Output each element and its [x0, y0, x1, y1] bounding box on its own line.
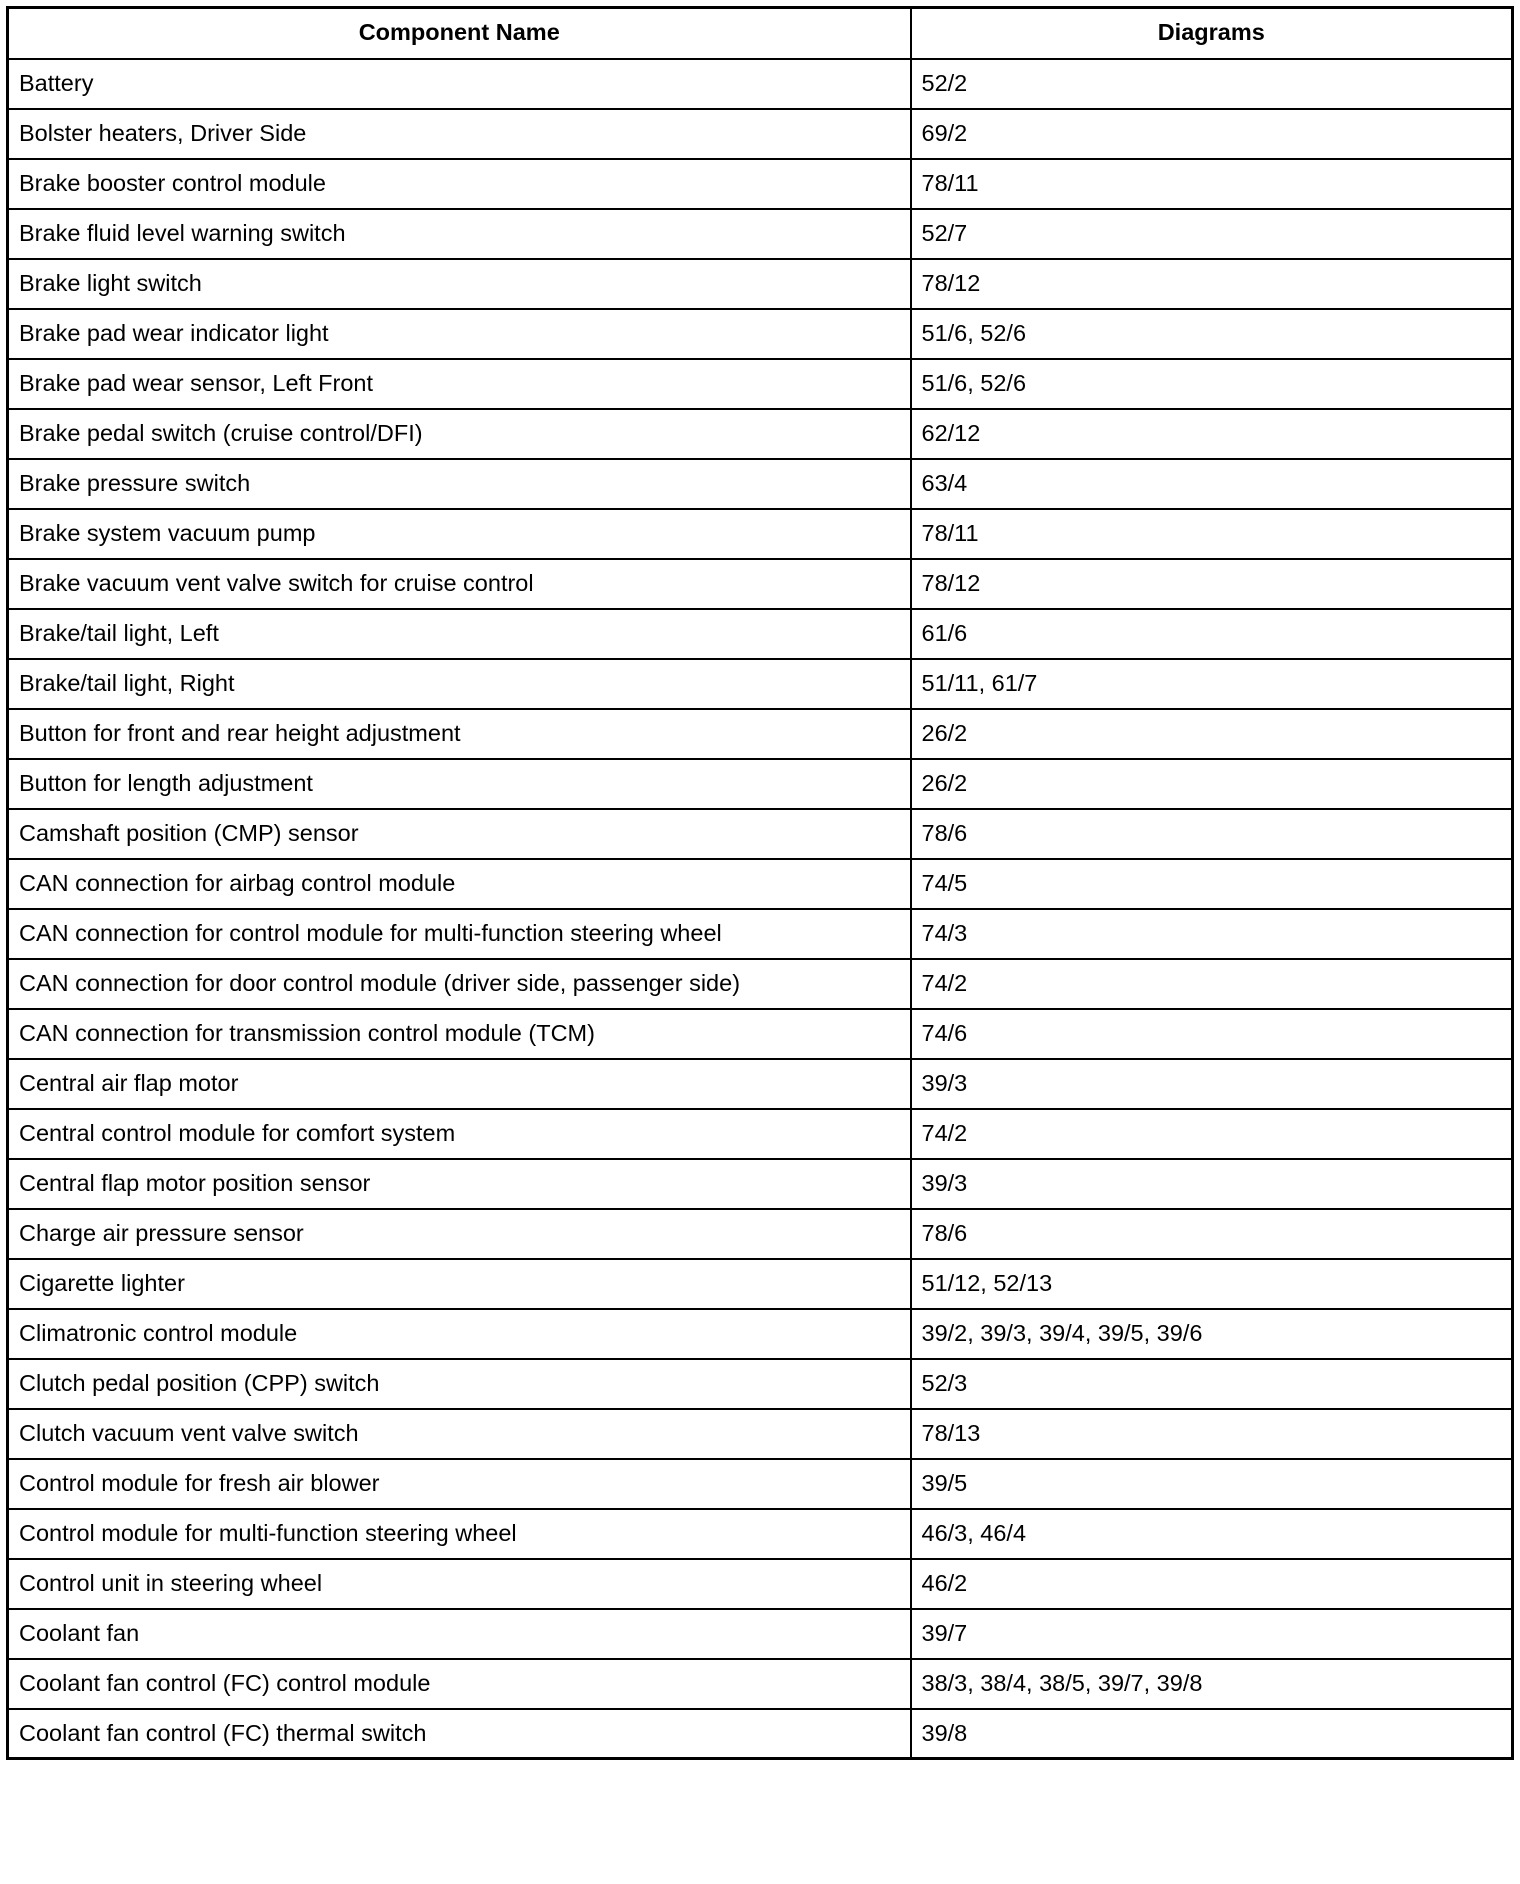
component-name-cell: Climatronic control module [8, 1309, 911, 1359]
table-row [8, 1609, 1513, 1659]
table-row [8, 1059, 1513, 1109]
component-name-cell: Button for length adjustment [8, 759, 911, 809]
diagrams-cell: 51/12, 52/13 [911, 1259, 1513, 1309]
table-row [8, 1009, 1513, 1059]
component-name-cell: Bolster heaters, Driver Side [8, 109, 911, 159]
table-row [8, 759, 1513, 809]
diagrams-cell: 74/2 [911, 1109, 1513, 1159]
component-name-cell: Battery [8, 59, 911, 109]
diagrams-cell: 39/5 [911, 1459, 1513, 1509]
diagrams-cell: 74/2 [911, 959, 1513, 1009]
component-name-cell: Brake light switch [8, 259, 911, 309]
table-row [8, 1509, 1513, 1559]
diagrams-cell: 78/6 [911, 809, 1513, 859]
table-row [8, 1359, 1513, 1409]
diagrams-cell: 63/4 [911, 459, 1513, 509]
table-row [8, 1309, 1513, 1359]
table-header-row [8, 8, 1513, 59]
diagrams-cell: 74/3 [911, 909, 1513, 959]
table-row [8, 309, 1513, 359]
component-name-cell: Brake/tail light, Right [8, 659, 911, 709]
diagrams-cell: 74/6 [911, 1009, 1513, 1059]
table-row [8, 1559, 1513, 1609]
component-name-cell: Brake pressure switch [8, 459, 911, 509]
table-row [8, 459, 1513, 509]
component-name-cell: Clutch vacuum vent valve switch [8, 1409, 911, 1459]
component-name-cell: Control module for fresh air blower [8, 1459, 911, 1509]
table-row [8, 1109, 1513, 1159]
component-table-container [6, 6, 1511, 1760]
table-row [8, 509, 1513, 559]
diagrams-cell: 74/5 [911, 859, 1513, 909]
column-header-component-name: Component Name [8, 8, 911, 59]
table-row [8, 1209, 1513, 1259]
diagrams-cell: 51/6, 52/6 [911, 359, 1513, 409]
component-name-cell: Coolant fan control (FC) control module [8, 1659, 911, 1709]
component-name-cell: Control module for multi-function steering wheel [8, 1509, 911, 1559]
table-row [8, 1459, 1513, 1509]
table-row [8, 609, 1513, 659]
component-name-cell: CAN connection for control module for multi-function steering wheel [8, 909, 911, 959]
diagrams-cell: 46/2 [911, 1559, 1513, 1609]
table-row [8, 909, 1513, 959]
table-row [8, 109, 1513, 159]
component-name-cell: Brake booster control module [8, 159, 911, 209]
table-row [8, 659, 1513, 709]
component-diagram-table [6, 6, 1514, 1760]
table-row [8, 859, 1513, 909]
component-name-cell: Charge air pressure sensor [8, 1209, 911, 1259]
diagrams-cell: 61/6 [911, 609, 1513, 659]
diagrams-cell: 52/3 [911, 1359, 1513, 1409]
table-row [8, 259, 1513, 309]
component-name-cell: Central control module for comfort system [8, 1109, 911, 1159]
table-row [8, 959, 1513, 1009]
diagrams-cell: 39/2, 39/3, 39/4, 39/5, 39/6 [911, 1309, 1513, 1359]
component-name-cell: Cigarette lighter [8, 1259, 911, 1309]
table-row [8, 59, 1513, 109]
component-name-cell: Central air flap motor [8, 1059, 911, 1109]
diagrams-cell: 78/11 [911, 509, 1513, 559]
diagrams-cell: 78/13 [911, 1409, 1513, 1459]
diagrams-cell: 51/6, 52/6 [911, 309, 1513, 359]
component-name-cell: Brake system vacuum pump [8, 509, 911, 559]
diagrams-cell: 38/3, 38/4, 38/5, 39/7, 39/8 [911, 1659, 1513, 1709]
component-name-cell: Camshaft position (CMP) sensor [8, 809, 911, 859]
diagrams-cell: 52/7 [911, 209, 1513, 259]
table-row [8, 159, 1513, 209]
diagrams-cell: 26/2 [911, 709, 1513, 759]
diagrams-cell: 39/3 [911, 1159, 1513, 1209]
table-row [8, 1659, 1513, 1709]
table-body [8, 59, 1513, 1759]
component-name-cell: CAN connection for airbag control module [8, 859, 911, 909]
component-name-cell: Brake fluid level warning switch [8, 209, 911, 259]
diagrams-cell: 69/2 [911, 109, 1513, 159]
component-name-cell: Brake pad wear indicator light [8, 309, 911, 359]
diagrams-cell: 46/3, 46/4 [911, 1509, 1513, 1559]
table-row [8, 359, 1513, 409]
component-name-cell: Brake pedal switch (cruise control/DFI) [8, 409, 911, 459]
diagrams-cell: 78/6 [911, 1209, 1513, 1259]
table-row [8, 1159, 1513, 1209]
table-row [8, 209, 1513, 259]
component-name-cell: Button for front and rear height adjustment [8, 709, 911, 759]
component-name-cell: Brake vacuum vent valve switch for cruise control [8, 559, 911, 609]
table-row [8, 1409, 1513, 1459]
table-row [8, 809, 1513, 859]
component-name-cell: Coolant fan [8, 1609, 911, 1659]
table-row [8, 559, 1513, 609]
diagrams-cell: 26/2 [911, 759, 1513, 809]
component-name-cell: Coolant fan control (FC) thermal switch [8, 1709, 911, 1759]
table-row [8, 409, 1513, 459]
component-name-cell: Clutch pedal position (CPP) switch [8, 1359, 911, 1409]
component-name-cell: CAN connection for transmission control module (TCM) [8, 1009, 911, 1059]
diagrams-cell: 39/3 [911, 1059, 1513, 1109]
column-header-diagrams: Diagrams [911, 8, 1513, 59]
diagrams-cell: 39/8 [911, 1709, 1513, 1759]
component-name-cell: Brake pad wear sensor, Left Front [8, 359, 911, 409]
component-name-cell: Control unit in steering wheel [8, 1559, 911, 1609]
table-row [8, 1259, 1513, 1309]
diagrams-cell: 78/11 [911, 159, 1513, 209]
diagrams-cell: 78/12 [911, 559, 1513, 609]
diagrams-cell: 51/11, 61/7 [911, 659, 1513, 709]
diagrams-cell: 78/12 [911, 259, 1513, 309]
diagrams-cell: 62/12 [911, 409, 1513, 459]
component-name-cell: CAN connection for door control module (driver side, passenger side) [8, 959, 911, 1009]
component-name-cell: Central flap motor position sensor [8, 1159, 911, 1209]
component-name-cell: Brake/tail light, Left [8, 609, 911, 659]
diagrams-cell: 52/2 [911, 59, 1513, 109]
table-row [8, 709, 1513, 759]
diagrams-cell: 39/7 [911, 1609, 1513, 1659]
table-row [8, 1709, 1513, 1759]
